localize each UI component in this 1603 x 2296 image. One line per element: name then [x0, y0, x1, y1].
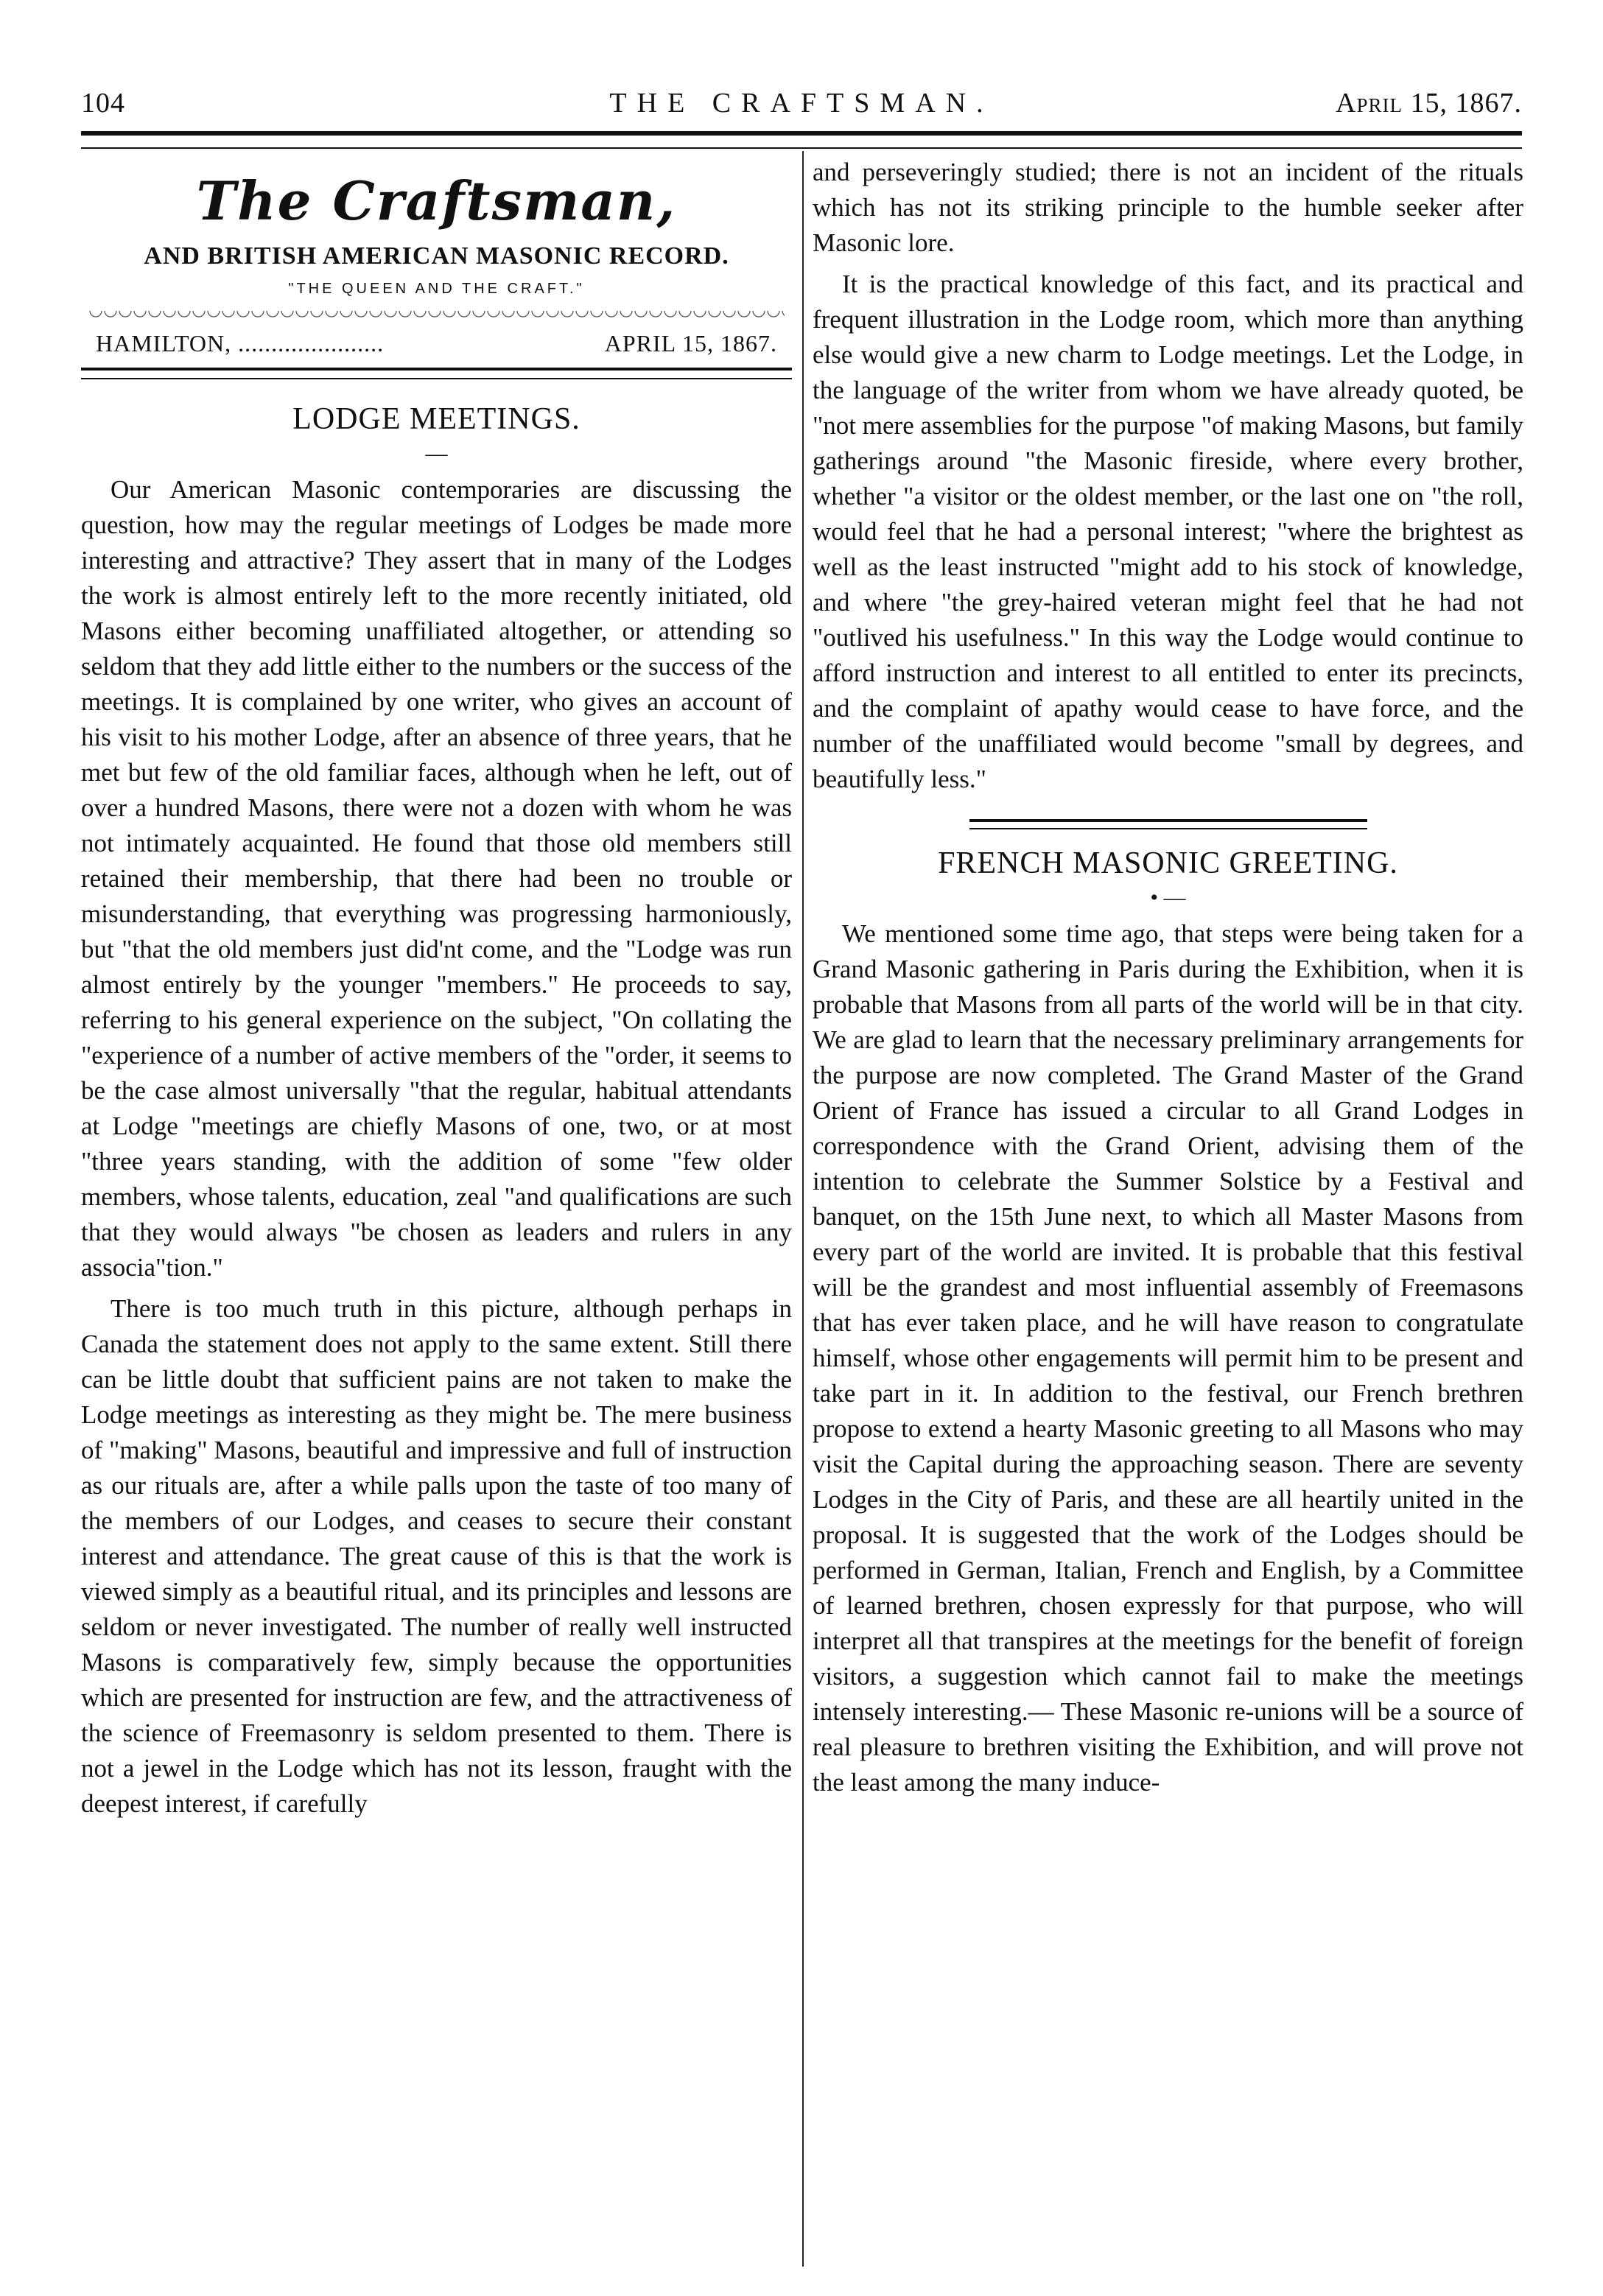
- wavy-rule: [88, 311, 785, 326]
- masthead-motto: "THE QUEEN AND THE CRAFT.": [288, 281, 585, 297]
- heading-dash: —: [425, 441, 448, 466]
- left-column: [81, 155, 792, 2267]
- article-heading-lodge-meetings: LODGE MEETINGS.: [292, 402, 580, 436]
- masthead-rule: [81, 368, 792, 379]
- right-column: [813, 155, 1523, 2267]
- article-body-lodge-meetings: [81, 472, 792, 1822]
- column-divider: [802, 151, 804, 2267]
- article-body-french-masonic-greeting: [813, 916, 1523, 1800]
- page-number: 104: [81, 88, 125, 119]
- paragraph: It is the practical knowledge of this fact, and its practical and frequent illustration in the Lodge room, which more than anything else would give a new charm to Lodge meetings. Let the Lodge, in the language of the writer from whom we have already quoted, be "not mere assemblies for the purpose "of making Masons, but family gatherings around "the Masonic fireside, where every brother, whether "a visitor or the oldest member, or the last one on "the roll, would feel that he had a personal interest; "where the brightest as well as the least instructed "might add to his stock of knowledge, and where "the grey-haired veteran might feel that he had not "outlived his usefulness." In this way the Lodge would continue to afford instruction and interest to all entitled to enter its precincts, and the complaint of apathy would cease to have force, and the number of the unaffiliated would become "small by degrees, and beautifully less.": [813, 270, 1523, 793]
- masthead-subtitle: AND BRITISH AMERICAN MASONIC RECORD.: [144, 242, 729, 270]
- paragraph: We mentioned some time ago, that steps were being taken for a Grand Masonic gathering in Paris during the Exhibition, when it is probable that Masons from all parts of the world will be in that city. We are glad to learn that the necessary preliminary arrangements for the purpose are now completed. The Grand Master of the Grand Orient of France has issued a circular to all Grand Lodges in correspondence with the Grand Orient, advising them of the intention to celebrate the Summer Solstice by a Festival and banquet, on the 15th June next, to which all Master Masons from every part of the world are invited. It is probable that this festival will be the grandest and most influential assembly of Freemasons that has ever taken place, and he will have reason to congratulate himself, whose other engagements will permit him to be present and take part in it. In addition to the festival, our French brethren propose to extend a hearty Masonic greeting to all Masons who may visit the Capital during the approaching season. There are seventy Lodges in the City of Paris, and these are all heartily united in the proposal. It is suggested that the work of the Lodges should be performed in German, Italian, French and English, by a Committee of learned brethren, chosen expressly for that purpose, who will interpret all that transpires at the meetings for the benefit of foreign visitors, a suggestion which cannot fail to make the meetings intensely interesting.— These Masonic re-unions will be a source of real pleasure to brethren visiting the Exhibition, and will prove not the least among the many induce-: [813, 919, 1523, 1797]
- paragraph: There is too much truth in this picture, although perhaps in Canada the statement does not apply to the same extent. Still there can be little doubt that sufficient pains are not taken to make the Lodge meetings as interesting as they might be. The mere business of "making" Masons, beautiful and impressive and full of instruction as our rituals are, after a while palls upon the taste of too many of the members of our Lodges, and ceases to secure their constant interest and attendance. The great cause of this is that the work is viewed simply as a beautiful ritual, and its principles and lessons are seldom or never investigated. The number of really well instructed Masons is comparatively few, simply because the opportunities which are presented for instruction are few, and the attractiveness of the science of Freemasonry is seldom presented to them. There is not a jewel in the Lodge which has not its lesson, fraught with the deepest interest, if carefully: [81, 1294, 792, 1818]
- dateline-date: APRIL 15, 1867.: [604, 330, 777, 357]
- dateline-city: HAMILTON, ......................: [96, 330, 385, 357]
- running-head: [81, 87, 1522, 131]
- paragraph: and perseveringly studied; there is not an incident of the rituals which has not its striking principle to the humble seeker after Masonic lore.: [813, 158, 1523, 257]
- masthead-title: The Craftsman,: [196, 169, 677, 232]
- paragraph: Our American Masonic contemporaries are discussing the question, how may the regular meetings of Lodges be made more interesting and attractive? They assert that in many of the Lodges the work is almost entirely left to the more recently initiated, old Masons either becoming unaffiliated altogether, or attending so seldom that they add little either to the numbers or the success of the meetings. It is complained by one writer, who gives an account of his visit to his mother Lodge, after an absence of three years, that he met but few of the old familiar faces, although when he left, out of over a hundred Masons, there were not a dozen with whom he was not intimately acquainted. He found that those old members still retained their membership, that there had been no trouble or misunderstanding, that everything was progressing harmoniously, but "that the old members just did'nt come, and the "Lodge was run almost entirely by the younger "members." He proceeds to say, referring to his general experience on the subject, "On collating the "experience of a number of active members of the "order, it seems to be the case almost universally "that the regular, habitual attendants at Lodge "meetings are chiefly Masons of one, two, or at most "three years standing, with the addition of some "few older members, whose talents, education, zeal "and qualifications are such that they would always "be chosen as leaders and rulers in any associa"tion.": [81, 475, 792, 1282]
- masthead: [81, 169, 792, 379]
- heading-dash: • —: [1150, 885, 1186, 910]
- dateline: [96, 330, 777, 357]
- header-rule: [81, 131, 1522, 149]
- article-heading-french-masonic-greeting: FRENCH MASONIC GREETING.: [938, 846, 1398, 880]
- section-rule: [969, 819, 1367, 829]
- article-body-lodge-meetings-continued: [813, 155, 1523, 797]
- issue-date: April 15, 1867.: [1336, 88, 1522, 119]
- running-title: THE CRAFTSMAN.: [609, 88, 994, 119]
